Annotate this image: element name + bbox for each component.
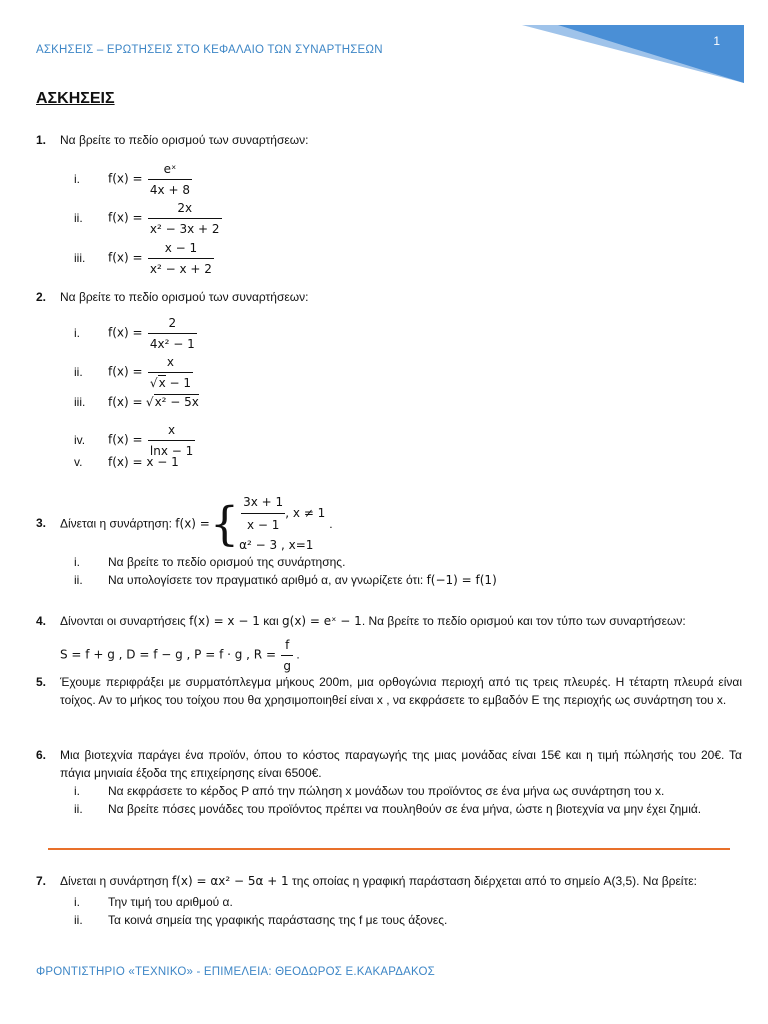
exercise-4: 4. Δίνονται οι συναρτήσεις f(x) = x − 1 και g(x) = eˣ − 1. Να βρείτε το πεδίο ορισμού και τον τύπο των συναρτήσεων:: [36, 614, 686, 628]
ex3-sub-i: i. Να βρείτε το πεδίο ορισμού της συνάρτησης.: [74, 555, 346, 569]
exercise-text: Μια βιοτεχνία παράγει ένα προϊόν, όπου το κόστος παραγωγής της μιας μονάδας είναι 15€ και η τιμή πώλησής του 20€. Τα πάγια μηνιαία έξοδα της επιχείρησης είναι 6500€.: [60, 748, 742, 780]
exercise-number: 3.: [36, 515, 47, 530]
page-title: ΑΣΚΗΣΕΙΣ: [36, 90, 115, 107]
fraction: $\frac{\text{eˣ}}{4x + 8}$: [149, 162, 190, 197]
exercise-text: Να βρείτε το πεδίο ορισμού των συναρτήσεων:: [60, 133, 309, 147]
exercise-text: Δίνεται η συνάρτηση:: [60, 516, 172, 531]
exercise-6: [36, 746, 742, 782]
running-footer: ΦΡΟΝΤΙΣΤΗΡΙΟ «ΤΕΧΝΙΚΟ» - ΕΠΙΜΕΛΕΙΑ: ΘΕΟΔΩΡΟΣ Ε.ΚΑΚΑΡΔΑΚΟΣ: [36, 966, 435, 978]
exercise-number: 6.: [36, 748, 47, 762]
piecewise-cases: $\frac{3x + 1}{x - 1}$ , x ≠ 1 α² − 3 , x=1: [239, 492, 325, 555]
exercise-number: 5.: [36, 675, 47, 689]
ex2-item-i: i. f(x) = $\frac{2}{\text{4x² − 1}}$: [74, 316, 195, 351]
square-root: √x² − 5x: [145, 395, 199, 409]
ex1-item-iii: iii. f(x) = $\frac{x - 1}{\text{x² − x + 2}}$: [74, 241, 212, 276]
exercise-number: 4.: [36, 614, 47, 628]
ex6-sub-i: i. Να εκφράσετε το κέρδος P από την πώληση x μονάδων του προϊόντος σε ένα μήνα ως συνάρτηση του x.: [74, 784, 665, 798]
fraction: $\frac{x}{\ln x - 1}$: [149, 423, 194, 458]
ex7-sub-ii: ii. Τα κοινά σημεία της γραφικής παράστασης της f με τους άξονες.: [74, 913, 448, 927]
piecewise-brace: {: [209, 496, 240, 551]
fraction: $\frac{f}{g}$: [283, 638, 291, 673]
exercise-number: 7.: [36, 874, 47, 888]
fraction: $\frac{x}{√x - 1}$: [149, 355, 191, 390]
exercise-1: [36, 131, 742, 149]
ex6-sub-ii: ii. Να βρείτε πόσες μονάδες του προϊόντος πρέπει να πουληθούν σε ένα μήνα, ώστε η βιοτεχνία να μην έχει ζημιά.: [74, 802, 702, 816]
running-header: ΑΣΚΗΣΕΙΣ – ΕΡΩΤΗΣΕΙΣ ΣΤΟ ΚΕΦΑΛΑΙΟ ΤΩΝ ΣΥΝΑΡΤΗΣΕΩΝ: [36, 44, 383, 56]
fraction: $\frac{x - 1}{\text{x² − x + 2}}$: [149, 241, 212, 276]
exercise-number: 2.: [36, 290, 47, 304]
ex2-item-v: v. f(x) = x − 1: [74, 455, 179, 469]
ex1-item-i: i. f(x) = $\frac{\text{eˣ}}{4x + 8}$: [74, 162, 190, 197]
fraction: $\frac{2}{\text{4x² − 1}}$: [149, 316, 195, 351]
exercise-number: 1.: [36, 133, 47, 147]
exercise-7: 7. Δίνεται η συνάρτηση f(x) = αx² − 5α + 1 της οποίας η γραφική παράσταση διέρχεται από το σημείο A(3,5). Να βρείτε:: [36, 874, 697, 888]
page-number: 1: [713, 34, 720, 48]
exercise-text: Έχουμε περιφράξει με συρματόπλεγμα μήκους 200m, μια ορθογώνια περιοχή από τις τρεις πλευρές. Η τέταρτη πλευρά είναι τοίχος. Αν το μήκος του τοίχου που θα χρησιμοποιηθεί είναι x , να εκφράσετε το εμβαδόν E της περιοχής ως συνάρτηση του x.: [60, 675, 742, 707]
ex2-item-ii: ii. f(x) = $\frac{x}{√x - 1}$: [74, 355, 191, 390]
ex7-sub-i: i. Την τιμή του αριθμού α.: [74, 895, 233, 909]
ex1-item-ii: ii. f(x) = $\frac{2x}{\text{x² − 3x + 2}}$: [74, 201, 220, 236]
exercise-text: Να βρείτε το πεδίο ορισμού των συναρτήσεων:: [60, 290, 309, 304]
ex4-operations: S = f + g , D = f − g , P = f · g , R = $\frac{f}{g}$ .: [60, 638, 300, 673]
exercise-3: 3. Δίνεται η συνάρτηση: f(x) ={ $\frac{3x + 1}{x - 1}$ , x ≠ 1 α² − 3 , x=1 .: [36, 492, 742, 555]
ex2-item-iii: iii. f(x) = √x² − 5x: [74, 395, 199, 409]
exercise-5: [36, 673, 742, 709]
exercise-2: [36, 288, 742, 306]
header-corner-decoration: [522, 25, 744, 83]
ex2-item-iv: iv. f(x) = $\frac{x}{\ln x - 1}$: [74, 423, 194, 458]
section-divider: [48, 848, 730, 850]
ex3-sub-ii: ii. Να υπολογίσετε τον πραγματικό αριθμό α, αν γνωρίζετε ότι: f(−1) = f(1): [74, 573, 497, 587]
fraction: $\frac{2x}{\text{x² − 3x + 2}}$: [149, 201, 220, 236]
